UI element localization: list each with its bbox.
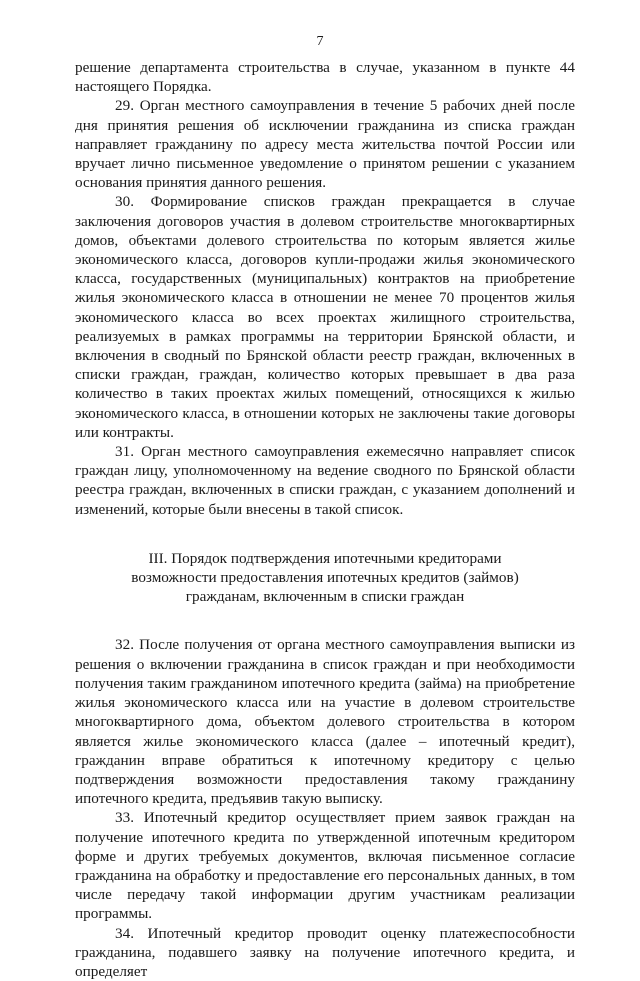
- section-heading-line: гражданам, включенным в списки граждан: [185, 588, 465, 606]
- paragraphs-before: [75, 58, 575, 519]
- section-heading-line: возможности предоставления ипотечных кредитов (займов): [131, 569, 519, 587]
- paragraph: 30. Формирование списков граждан прекращается в случае заключения договоров участия в долевом строительстве многоквартирных домов, объектами долевого строительства по которым является жилье экономического класса, договоров купли-продажи жилья экономического класса, государственных (муниципальных) контрактов на приобретение жилья экономического класса в отношении не менее 70 процентов жилья экономического класса во всех проектах жилищного строительства, реализуемых в рамках программы на территории Брянской области, и включения в сводный по Брянской области реестр граждан, включенных в списки граждан, граждан, количество которых превышает в два раза количество в таких проектах жилых помещений, относящихся к жилью экономического класса, в отношении которых не заключены такие договоры или контракты.: [75, 193, 575, 441]
- paragraphs-after: [75, 635, 575, 981]
- paragraph: 34. Ипотечный кредитор проводит оценку платежеспособности гражданина, подавшего заявку на получение ипотечного кредита, и определяет: [75, 924, 575, 980]
- paragraph: 29. Орган местного самоуправления в течение 5 рабочих дней после дня принятия решения об исключении гражданина из списка граждан направляет гражданину по адресу места жительства почтой России или вручает лично письменное уведомление о принятом решении с указанием основания принятия данного решения.: [75, 97, 575, 192]
- paragraph: 31. Орган местного самоуправления ежемесячно направляет список граждан лицу, уполномоченному на ведение сводного по Брянской области реестра граждан, включенных в списки граждан, с указанием дополнений и изменений, которые были внесены в такой список.: [75, 443, 575, 518]
- section-heading-line: III. Порядок подтверждения ипотечными кредиторами: [148, 549, 502, 567]
- paragraph: 32. После получения от органа местного самоуправления выписки из решения о включении гражданина в список граждан и при необходимости получения таким гражданином ипотечного кредита (займа) на приобретение жилья экономического класса или на участие в долевом строительстве многоквартирного дома, объектом долевого строительства в котором является жилье экономического класса (далее – ипотечный кредит), гражданин вправе обратиться к ипотечному кредитору с целью подтверждения возможности предоставления такому гражданину ипотечного кредита, предъявив такую выписку.: [75, 636, 575, 808]
- document-body: [75, 58, 575, 981]
- paragraph: решение департамента строительства в случае, указанном в пункте 44 настоящего Порядка.: [75, 59, 575, 96]
- section-heading: [75, 549, 575, 607]
- paragraph: 33. Ипотечный кредитор осуществляет прием заявок граждан на получение ипотечного кредита по утвержденной ипотечным кредитором форме и других требуемых документов, включая письменное согласие гражданина на обработку и предоставление его персональных данных, в том числе передачу такой информации другим участникам реализации программы.: [75, 809, 575, 923]
- page-number: 7: [316, 34, 324, 49]
